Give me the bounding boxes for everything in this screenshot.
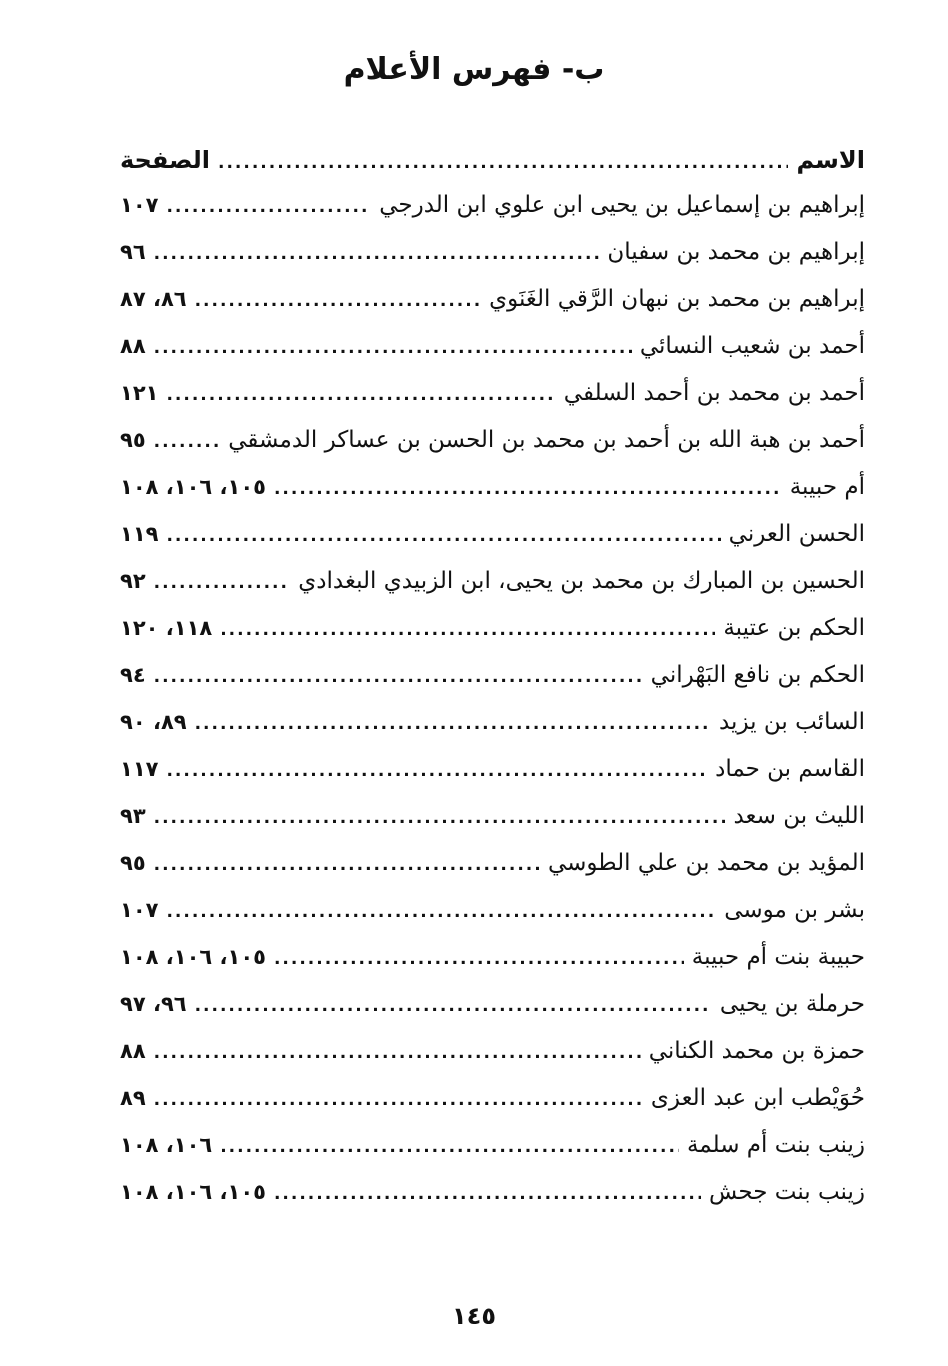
entry-pages: ٩٤	[120, 663, 146, 687]
index-entry	[120, 1122, 865, 1169]
dot-leader	[166, 184, 371, 231]
dot-leader	[154, 1030, 641, 1077]
entry-pages: ١١٧	[120, 757, 159, 781]
entry-name: حبيبة بنت أم حبيبة	[691, 944, 865, 970]
entry-name: زينب بنت جحش	[709, 1179, 865, 1205]
index-entry	[120, 417, 865, 464]
index-entry	[120, 699, 865, 746]
entry-name: المؤيد بن محمد بن علي الطوسي	[547, 850, 865, 876]
dot-leader	[195, 278, 482, 325]
page-column-header: الصفحة	[120, 146, 211, 174]
entry-name: الحسين بن المبارك بن محمد بن يحيى، ابن الزبيدي البغدادي	[298, 568, 865, 594]
dot-leader	[274, 466, 782, 513]
entry-name: إبراهيم بن إسماعيل بن يحيى ابن علوي ابن الدرجي	[379, 192, 865, 218]
entry-pages: ١١٩	[120, 522, 159, 546]
index-entry	[120, 323, 865, 370]
dot-leader	[166, 889, 716, 936]
index-entry	[120, 652, 865, 699]
entry-name: الليث بن سعد	[733, 803, 865, 829]
entry-name: إبراهيم بن محمد بن نبهان الرَّقي الغَنَوي	[489, 286, 865, 312]
page-number: ١٤٥	[452, 1302, 496, 1330]
entry-pages: ٩٥	[120, 428, 146, 452]
entry-name: حمزة بن محمد الكناني	[648, 1038, 865, 1064]
entry-name: إبراهيم بن محمد بن سفيان	[607, 239, 865, 265]
index-entry	[120, 464, 865, 511]
dot-leader	[195, 983, 712, 1030]
entry-name: بشر بن موسى	[724, 897, 865, 923]
index-entry	[120, 981, 865, 1028]
entry-pages: ١١٨، ١٢٠	[120, 616, 213, 640]
entry-pages: ١٠٧	[120, 898, 159, 922]
name-column-header: الاسم	[796, 146, 865, 174]
entry-pages: ٨٨	[120, 1039, 146, 1063]
index-entry	[120, 1075, 865, 1122]
entry-name: الحكم بن نافع البَهْراني	[650, 662, 865, 688]
dot-leader	[154, 325, 632, 372]
index-entry	[120, 746, 865, 793]
entry-name: الحسن العرني	[728, 521, 865, 547]
entry-pages: ٩٥	[120, 851, 146, 875]
dot-leader	[166, 748, 707, 795]
index-entry	[120, 370, 865, 417]
entry-pages: ٩٢	[120, 569, 146, 593]
entry-name: أحمد بن هبة الله بن أحمد بن محمد بن الحسن بن عساكر الدمشقي	[228, 427, 865, 453]
index-entry	[120, 1028, 865, 1075]
index-entry	[120, 558, 865, 605]
dot-leader	[154, 1077, 643, 1124]
dot-leader	[154, 560, 291, 607]
dot-leader	[154, 842, 540, 889]
index-entry	[120, 605, 865, 652]
dot-leader	[154, 231, 600, 278]
index-entry	[120, 182, 865, 229]
index-entry	[120, 934, 865, 981]
dot-leader	[166, 372, 555, 419]
dot-leader	[154, 795, 726, 842]
dot-leader	[274, 936, 684, 983]
entry-pages: ٨٩	[120, 1086, 146, 1110]
dot-leader	[195, 701, 711, 748]
dot-leader	[220, 1124, 679, 1171]
index-header-row	[120, 138, 865, 182]
page-title: ب- فهرس الأعلام	[343, 52, 605, 87]
entry-pages: ١٠٧	[120, 193, 159, 217]
entry-pages: ٨٦، ٨٧	[120, 287, 187, 311]
entry-pages: ١٢١	[120, 381, 159, 405]
dot-leader	[274, 1171, 701, 1218]
index-entry	[120, 276, 865, 323]
entry-pages: ١٠٥، ١٠٦، ١٠٨	[120, 475, 266, 499]
entry-pages: ٩٦	[120, 240, 146, 264]
index-entry	[120, 840, 865, 887]
entry-pages: ١٠٦، ١٠٨	[120, 1133, 213, 1157]
entry-pages: ٩٣	[120, 804, 146, 828]
dot-leader	[154, 419, 221, 466]
dot-leader	[218, 141, 788, 185]
entry-pages: ٨٩، ٩٠	[120, 710, 187, 734]
entry-name: أحمد بن شعيب النسائي	[639, 333, 865, 359]
entry-pages: ١٠٥، ١٠٦، ١٠٨	[120, 945, 266, 969]
entry-name: حُوَيْطب ابن عبد العزى	[650, 1085, 865, 1111]
index-entry	[120, 887, 865, 934]
dot-leader	[166, 513, 720, 560]
entry-name: زينب بنت أم سلمة	[686, 1132, 865, 1158]
index-entry	[120, 1169, 865, 1216]
entry-name: حرملة بن يحيى	[719, 991, 865, 1017]
index-entry	[120, 511, 865, 558]
entry-pages: ٩٦، ٩٧	[120, 992, 187, 1016]
index-entry	[120, 229, 865, 276]
index-entry	[120, 793, 865, 840]
dot-leader	[154, 654, 643, 701]
dot-leader	[220, 607, 715, 654]
entry-pages: ١٠٥، ١٠٦، ١٠٨	[120, 1180, 266, 1204]
entry-pages: ٨٨	[120, 334, 146, 358]
entry-name: أحمد بن محمد بن أحمد السلفي	[563, 380, 865, 406]
entry-name: السائب بن يزيد	[718, 709, 865, 735]
names-index	[120, 138, 865, 1216]
entry-name: أم حبيبة	[789, 474, 865, 500]
entry-name: الحكم بن عتيبة	[723, 615, 865, 641]
entry-name: القاسم بن حماد	[715, 756, 865, 782]
